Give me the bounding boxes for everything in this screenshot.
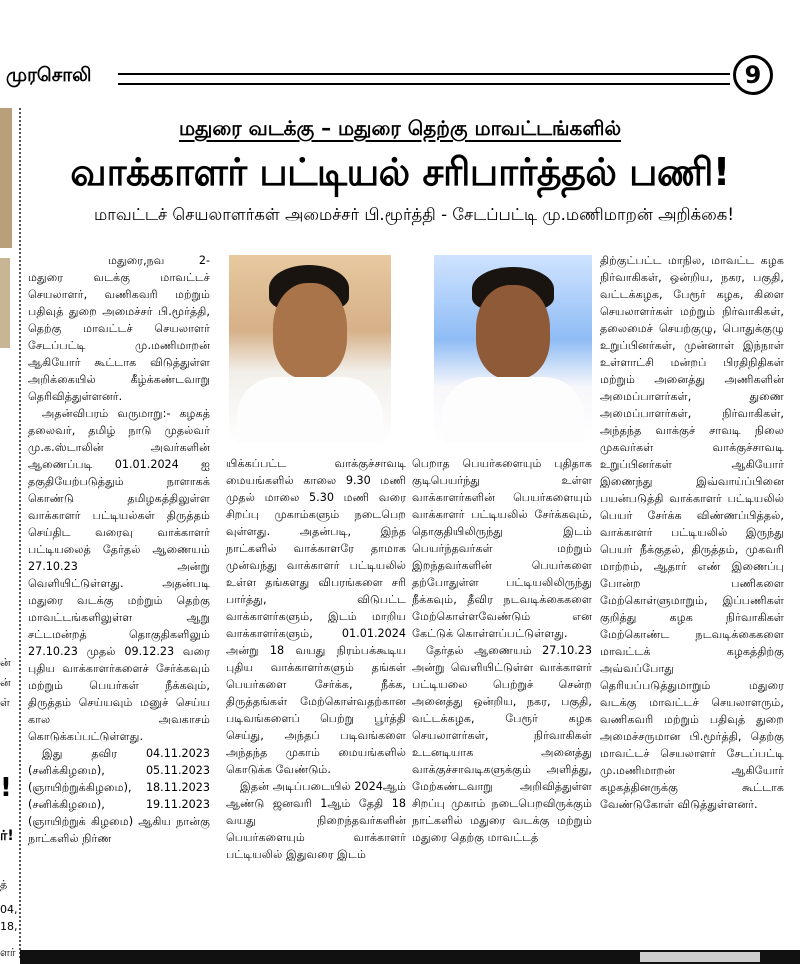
edge-text: ள் [0, 696, 10, 709]
paragraph: தேர்தல் ஆணையம் 27.10.23 அன்று வெளியிட்டுள்ள வாக்காளர் பட்டியலை பெற்றுச் சென்ற அனைத்து ஒன்றிய, நகர, பகுதி, வட்டக்கழக, பேரூர் கழக செயலாளர்கள், நிர்வாகிகள் உடனடியாக அனைத்து வாக்குச்சாவடிகளுக்கும் அளித்து, மேற்கண்டவாறு அறிவித்துள்ள சிறப்பு முகாம் நடைபெறவிருக்கும் நாட்களில் மதுரை வடக்கு மற்றும் மதுரை தெற்கு மாவட்டத் [412, 644, 592, 844]
paragraph: மதுரை,நவ 2- மதுரை வடக்கு மாவட்டச் செயலாளர், வணிகவரி மற்றும் பதிவுத் துறை அமைச்சர் பி.மூர்த்தி, தெற்கு மாவட்டச் செயலாளர் சேடப்பட்டி மு.மணிமாறன் ஆகியோர் கூட்டாக விடுத்துள்ள அறிக்கையில் கீழ்க்கண்டவாறு தெரிவித்துள்ளனர். [28, 254, 210, 403]
next-article-image [640, 952, 760, 962]
next-article-strip [20, 950, 800, 964]
subheadline-text: மதுரை வடக்கு – மதுரை தெற்கு மாவட்டங்களில் [178, 116, 622, 140]
article-column-1 [28, 252, 210, 847]
photo-shirt [442, 377, 584, 443]
photo-face [476, 285, 550, 379]
left-edge-strip [0, 108, 20, 964]
paragraph: அதன்விபரம் வருமாறு:- கழகத் தலைவர், தமிழ் நாடு முதல்வர் மு.க.ஸ்டாலின் அவர்களின் ஆணைப்படி 01.01.2024 ஐ தகுதியேற்படுத்தும் நாளாகக் கொண்டு தமிழகத்திலுள்ள வாக்காளர் பட்டியல்கள் திருத்தம் செய்திட வரைவு வாக்காளர் பட்டியலைத் தேர்தல் ஆணையம் 27.10.23 அன்று வெளியிட்டுள்ளது. அதன்படி மதுரை வடக்கு மற்றும் தெற்கு மாவட்டங்களிலுள்ள ஆறு சட்டமன்றத் தொகுதிகளிலும் 27.10.23 முதல் 09.12.23 வரை புதிய வாக்காளர்களைச் சேர்க்கவும் மற்றும் பெயர்கள் நீக்கவும், திருத்தம் செய்யவும் மனுச் செய்ய கால அவகாசம் கொடுக்கப்பட்டுள்ளது. [28, 407, 210, 743]
edge-text: ர்! [0, 828, 14, 844]
paragraph: திற்குட்பட்ட மாநில, மாவட்ட கழக நிர்வாகிகள், ஒன்றிய, நகர, பகுதி, வட்டக்கழக, பேரூர் கழக, கிளை செயலாளர்கள் மற்றும் நிர்வாகிகள், தலைமைச் செயற்குழு, பொதுக்குழு உறுப்பினர்கள், முன்னாள் இந்நாள் உள்ளாட்சி மன்றப் பிரதிநிதிகள் மற்றும் அனைத்து அணிகளின் அமைப்பாளர்கள், துணை அமைப்பாளர்கள், நிர்வாகிகள், அந்தந்த வாக்குச் சாவடி நிலை முகவர்கள் வாக்குச்சாவடி உறுப்பினர்கள் ஆகியோர் இணைந்து இவ்வாய்ப்பினை பயன்படுத்தி வாக்காளர் பட்டியலில் பெயர் சேர்க்க விண்ணப்பித்தல், வாக்காளர் பட்டியலில் இருந்து பெயர் நீக்குதல், திருத்தம், முகவரி மாற்றம், ஆதார் எண் இணைப்பு போன்ற பணிகளை மேற்கொள்ளுமாறும், இப்பணிகள் குறித்து கழக நிர்வாகிகள் மேற்கொண்ட நடவடிக்கைகளை மாவட்டக் கழகத்திற்கு அவ்வப்போது தெரியப்படுத்துமாறும் மதுரை வடக்கு மாவட்டச் செயலாளரும், வணிகவரி மற்றும் பதிவுத் துறை அமைச்சருமான பி.மூர்த்தி, தெற்கு மாவட்டச் செயலாளர் சேடப்பட்டி மு.மணிமாறன் ஆகியோர் கழகத்தினருக்கு கூட்டாக வேண்டுகோள் விடுத்துள்ளனர். [600, 254, 784, 811]
photo-manimaran [434, 255, 592, 443]
paragraph: யிக்கப்பட்ட வாக்குச்சாவடி மையங்களில் காலை 9.30 மணி முதல் மாலை 5.30 மணி வரை சிறப்பு முகாம்களும் நடைபெற வுள்ளது. அதன்படி, இந்த நாட்களில் வாக்காளரே தாமாக முன்வந்து வாக்காளர் பட்டியலில் உள்ள தங்களது விபரங்களை சரி பார்த்து, விடுபட்ட வாக்காளர்களும், இடம் மாறிய வாக்காளர்களும், 01.01.2024 அன்று 18 வயது நிரம்பக்கூடிய புதிய வாக்காளர்களும் தங்கள் பெயர்களை சேர்க்க, நீக்க, திருத்தங்கள் மேற்கொள்வதற்கான படிவங்களைப் பெற்று பூர்த்தி செய்து, அந்தப் படிவங்களை அந்தந்த முகாம் மையங்களில் கொடுக்க வேண்டும். [226, 457, 406, 776]
photo-moorthy [229, 255, 391, 443]
edge-text: ன் [0, 656, 11, 669]
column-divider [19, 108, 21, 958]
edge-text: ளர் [0, 946, 16, 959]
paragraph: இதன் அடிப்படையில் 2024ஆம் ஆண்டு ஜனவரி 1ஆம் தேதி 18 வயது நிறைந்தவர்களின் பெயர்களையும் வாக்காளர் பட்டியலில் இதுவரை இடம் [226, 780, 406, 861]
edge-photo [0, 258, 10, 348]
article-column-4 [600, 252, 784, 813]
edge-text: 18, [0, 920, 18, 933]
article-column-3 [412, 455, 592, 846]
edge-text: ன் [0, 676, 11, 689]
header-rule [118, 73, 730, 85]
paragraph: பெறாத பெயர்களையும் புதிதாக குடிபெயர்ந்து உள்ள வாக்காளர்களின் பெயர்களையும் வாக்காளர் பட்டியலில் சேர்க்கவும், தொகுதியிலிருந்து இடம் பெயர்ந்தவர்கள் மற்றும் இறந்தவர்களின் பெயர்களை தற்போதுள்ள பட்டியலிலிருந்து நீக்கவும், தீவிர நடவடிக்கைகளை மேற்கொள்ளவேண்டும் என கேட்டுக் கொள்ளப்பட்டுள்ளது. [412, 457, 592, 640]
article-column-2 [226, 455, 406, 863]
page-header [0, 56, 800, 100]
masthead: முரசொலி [6, 64, 92, 86]
deck: மாவட்டச் செயலாளர்கள் அமைச்சர் பி.மூர்த்தி - சேடப்பட்டி மு.மணிமாறன் அறிக்கை! [94, 205, 734, 224]
photo-face [273, 283, 347, 379]
edge-text: த் [0, 878, 8, 891]
page-number: 9 [733, 55, 773, 95]
subheadline [0, 116, 800, 143]
headline: வாக்காளர் பட்டியல் சரிபார்த்தல் பணி! [70, 150, 730, 194]
edge-text: ! [0, 773, 12, 803]
photo-shirt [237, 377, 383, 443]
paragraph: இது தவிர 04.11.2023 (சனிக்கிழமை), 05.11.2023 (ஞாயிற்றுக்கிழமை), 18.11.2023 (சனிக்கிழமை), 19.11.2023 (ஞாயிற்றுக் கிழமை) ஆகிய நான்கு நாட்களில் நிர்ண [28, 747, 210, 845]
edge-text: 04, [0, 903, 18, 916]
